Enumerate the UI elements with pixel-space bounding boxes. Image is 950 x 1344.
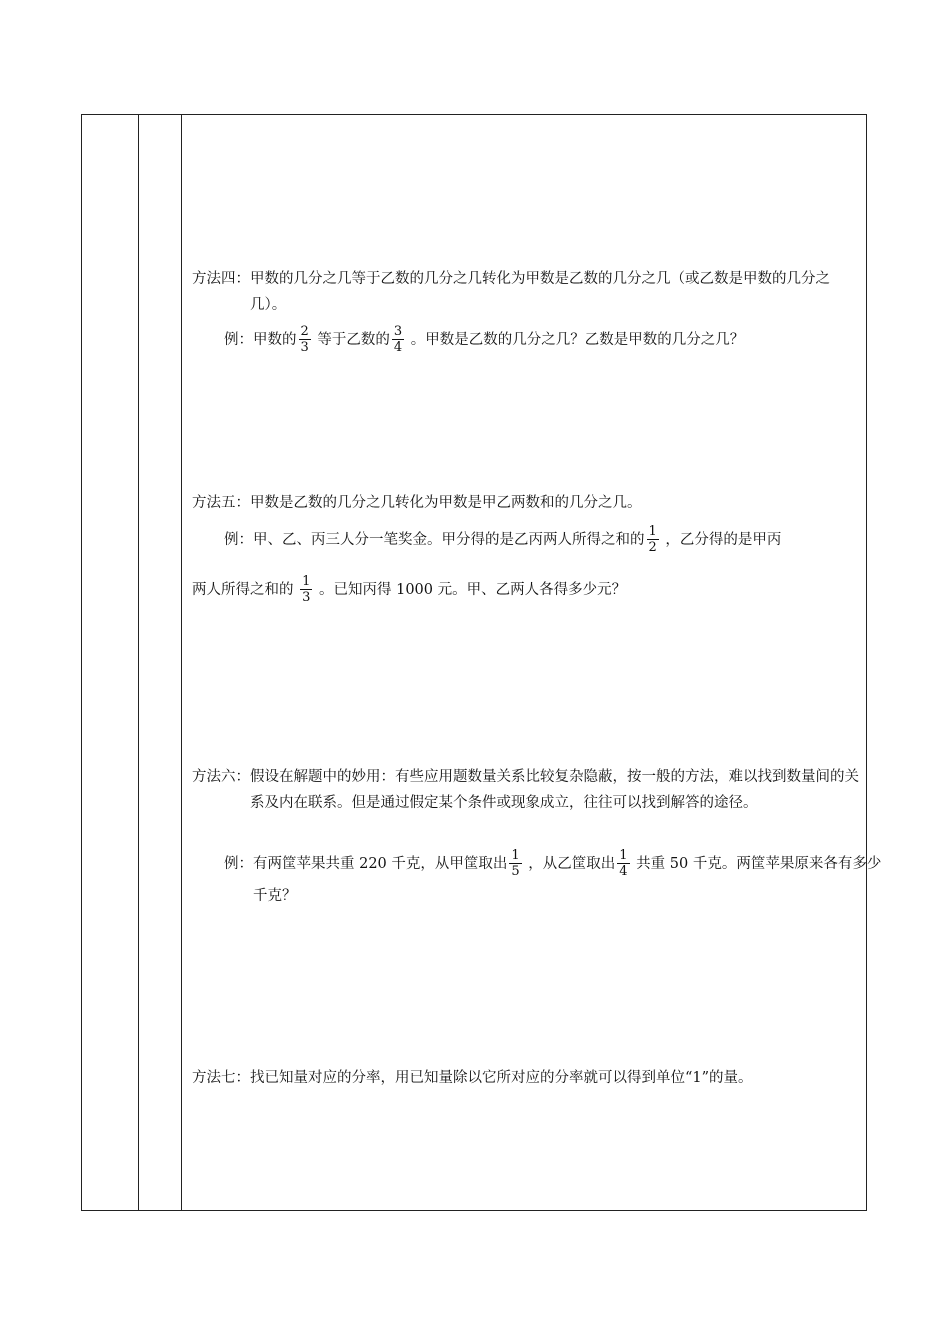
column-divider-2 <box>181 115 182 1210</box>
fraction-numerator: 1 <box>302 573 311 589</box>
example-label: 例： <box>224 856 253 872</box>
example-text: ，从乙筐取出 <box>523 856 616 872</box>
fraction-numerator: 1 <box>619 847 628 863</box>
method-6-example-text <box>253 848 892 912</box>
method-4 <box>192 266 860 318</box>
example-text: 。甲数是乙数的几分之几？乙数是甲数的几分之几？ <box>406 332 745 348</box>
method-7 <box>192 1065 860 1091</box>
fraction-denominator: 3 <box>300 339 309 355</box>
fraction <box>647 525 659 554</box>
method-6-label: 方法六： <box>192 769 250 785</box>
fraction-denominator: 3 <box>302 589 311 605</box>
example-text: 有两筐苹果共重 220 千克，从甲筐取出 <box>253 856 508 872</box>
example-text: 例：甲数的 <box>224 332 297 348</box>
example-text: ，乙分得的是甲丙 <box>660 532 782 548</box>
example-text: 两人所得之和的 <box>192 582 299 598</box>
content-column <box>192 0 882 1344</box>
method-6 <box>192 764 860 816</box>
fraction <box>300 575 312 604</box>
fraction-numerator: 2 <box>300 323 309 339</box>
fraction-denominator: 4 <box>393 339 403 355</box>
column-divider-1 <box>138 115 139 1210</box>
fraction-denominator: 2 <box>648 539 657 555</box>
example-text: 等于乙数的 <box>312 332 390 348</box>
method-4-label: 方法四： <box>192 271 250 287</box>
method-4-text: 甲数的几分之几等于乙数的几分之几转化为甲数是乙数的几分之几（或乙数是甲数的几分之几）。 <box>250 271 830 313</box>
example-text: 例：甲、乙、丙三人分一笔奖金。甲分得的是乙丙两人所得之和的 <box>224 532 645 548</box>
method-5-example-line-1 <box>192 524 892 556</box>
method-4-example <box>192 324 892 356</box>
method-6-text: 假设在解题中的妙用：有些应用题数量关系比较复杂隐蔽，按一般的方法，难以找到数量间的关系及内在联系。但是通过假定某个条件或现象成立，往往可以找到解答的途径。 <box>250 769 859 811</box>
method-6-example <box>192 848 892 912</box>
fraction <box>509 849 521 878</box>
fraction <box>617 849 629 878</box>
fraction <box>392 325 404 354</box>
method-5-text: 甲数是乙数的几分之几转化为甲数是甲乙两数和的几分之几。 <box>250 495 642 511</box>
fraction <box>299 325 311 354</box>
method-5 <box>192 490 860 516</box>
fraction-numerator: 1 <box>648 523 657 539</box>
fraction-denominator: 5 <box>511 863 520 879</box>
example-text: 。已知丙得 1000 元。甲、乙两人各得多少元？ <box>314 582 627 598</box>
fraction-numerator: 1 <box>511 847 520 863</box>
example-text: 共重 50 千克。两筐苹果原来各有多少千克？ <box>253 856 882 904</box>
method-7-label: 方法七： <box>192 1070 250 1086</box>
method-5-label: 方法五： <box>192 495 250 511</box>
method-5-example-line-2 <box>192 574 860 606</box>
fraction-numerator: 3 <box>393 323 403 339</box>
fraction-denominator: 4 <box>619 863 628 879</box>
method-7-text: 找已知量对应的分率，用已知量除以它所对应的分率就可以得到单位“1”的量。 <box>250 1070 753 1086</box>
